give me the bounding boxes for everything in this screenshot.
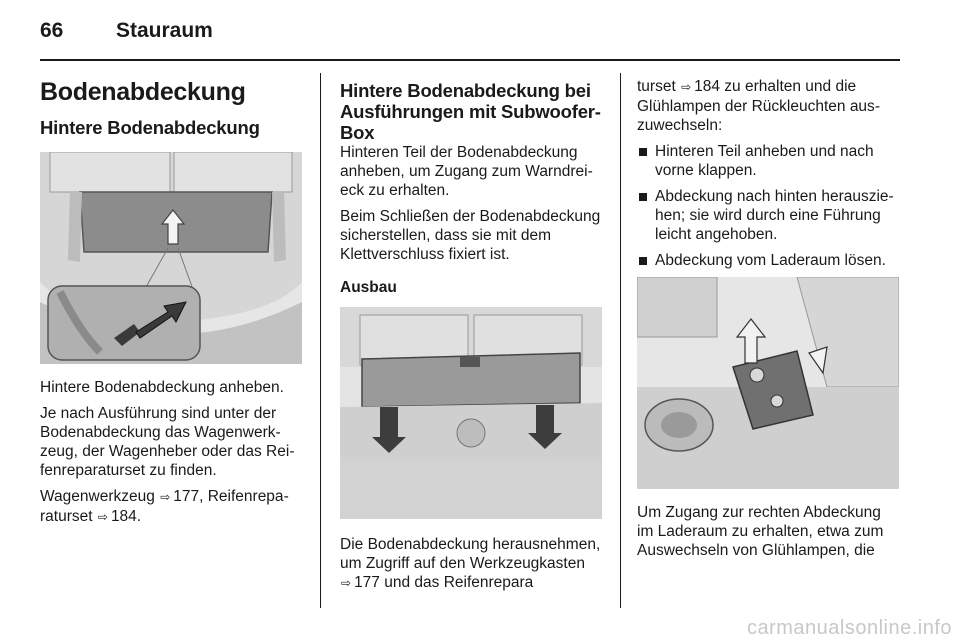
subsection-heading: Hintere Bodenabdeckung xyxy=(40,117,260,138)
text-wagenwerkzeug: Wagenwerkzeug xyxy=(40,488,155,505)
section-heading: Bodenabdeckung xyxy=(40,78,246,106)
paragraph-contents: Je nach Ausführung sind unter der Bodenabdeckung das Wagenwerkzeug, der Wagenheber oder das Reifenreparaturset zu finden. xyxy=(40,405,295,479)
text-remove-cover: Die Bodenabdeckung herausnehmen, um Zugriff auf den Werkzeugkasten xyxy=(340,536,601,572)
paragraph-raise-cover: Hintere Bodenabdeckung anheben. xyxy=(40,379,284,396)
watermark: carmanualsonline.info xyxy=(746,617,952,639)
trunk-floor-cover-figure xyxy=(40,152,302,364)
bullet-item: Abdeckung nach hinten herausziehen; sie wird durch eine Führung leicht angehoben. xyxy=(637,187,901,244)
right-cover-figure xyxy=(637,277,899,489)
paragraph-velcro: Beim Schließen der Bodenabdeckung sicherstellen, dass sie mit dem Klettverschluss fixiert ist. xyxy=(340,208,601,263)
paragraph-warning-triangle: Hinteren Teil der Bodenabdeckung anheben, um Zugang zum Warndreieck zu erhalten. xyxy=(340,144,593,199)
paragraph-remove-cover xyxy=(340,535,604,593)
page-ref-tools[interactable]: ⇨ 177, Reifenreparaturset xyxy=(40,488,289,525)
subwoofer-heading: Hintere Bodenabdeckung bei Ausführungen mit Subwoofer-Box xyxy=(340,80,601,143)
cover-removal-figure xyxy=(340,307,602,519)
removal-heading: Ausbau xyxy=(340,279,397,296)
page-ref-toolbox[interactable]: ⇨ 177 und das Reifenrepara xyxy=(340,574,533,591)
page-ref-repair-kit[interactable]: ⇨ 184. xyxy=(97,508,141,525)
text-turset: turset xyxy=(637,78,676,95)
header-rule xyxy=(40,59,900,61)
bullet-item: Abdeckung vom Laderaum lösen. xyxy=(637,251,901,270)
paragraph-references xyxy=(40,487,304,527)
column-2 xyxy=(340,80,604,600)
column-divider-2 xyxy=(620,73,621,608)
column-divider-1 xyxy=(320,73,321,608)
page-ref-repair-kit-2[interactable]: ⇨ 184 zu erhalten und die Glühlampen der Rückleuchten auszuwechseln: xyxy=(637,78,880,134)
column-3 xyxy=(637,77,901,567)
header-title: Stauraum xyxy=(116,19,213,42)
bullet-item: Hinteren Teil anheben und nach vorne klappen. xyxy=(637,142,901,180)
paragraph-continued xyxy=(637,77,901,135)
column-1 xyxy=(40,77,304,534)
page-number: 66 xyxy=(40,19,64,42)
paragraph-right-cover: Um Zugang zur rechten Abdeckung im Laderaum zu erhalten, etwa zum Auswechseln von Glühlampen, die xyxy=(637,504,884,559)
